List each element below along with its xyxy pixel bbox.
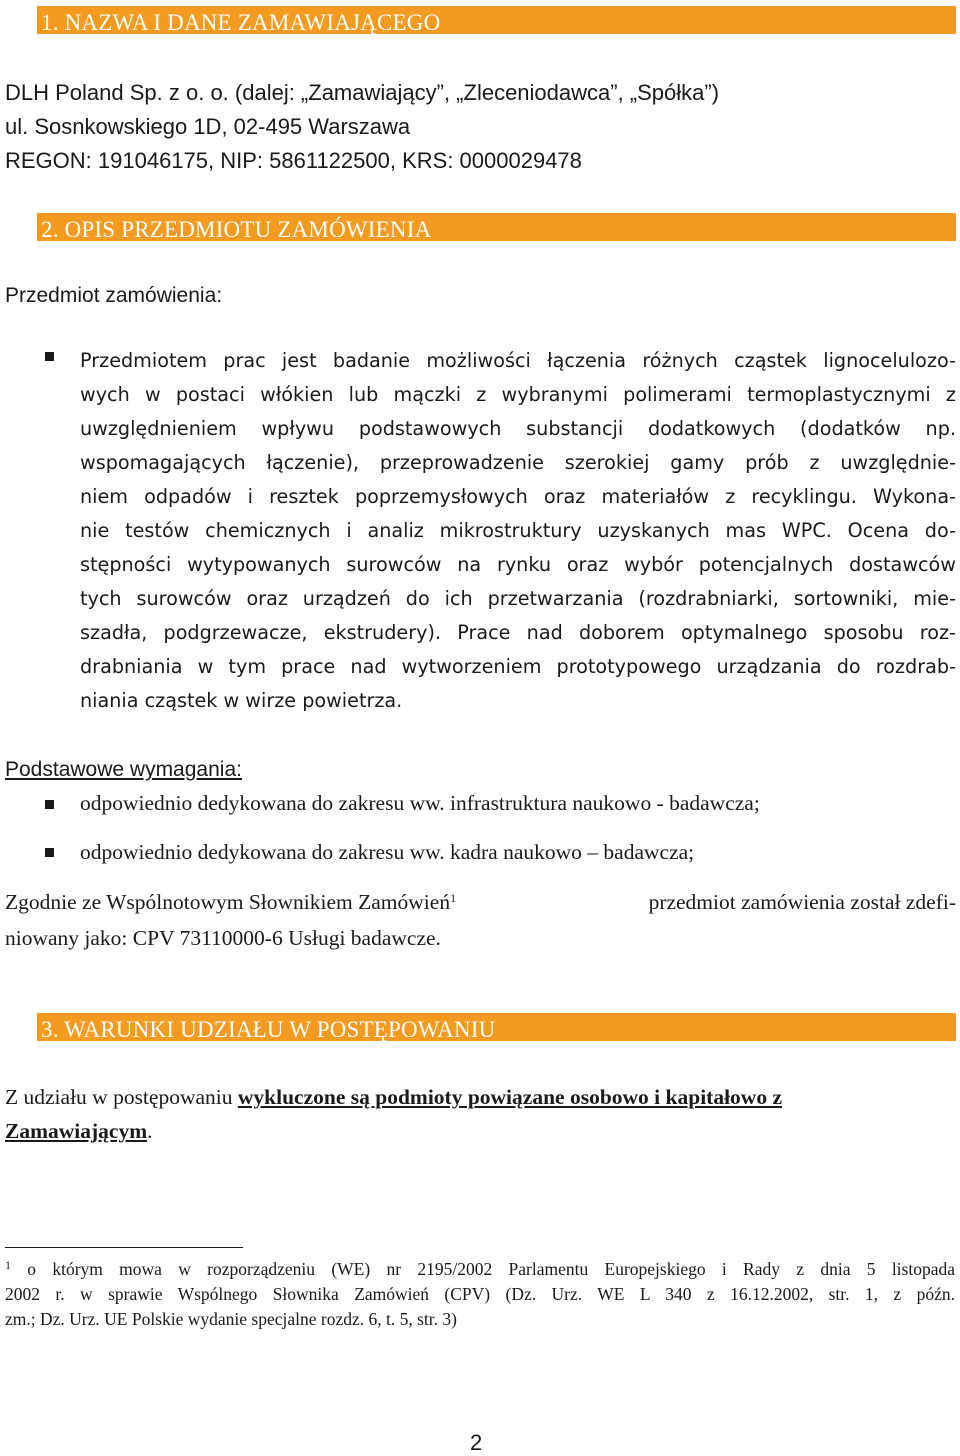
company-name-line: DLH Poland Sp. z o. o. (dalej: „Zamawiający”, „Zleceniodawca”, „Spółka”) — [5, 80, 720, 105]
conditions-period: . — [147, 1119, 153, 1143]
requirement-bullet-icon — [45, 800, 54, 809]
requirements-label: Podstawowe wymagania: — [5, 758, 242, 781]
footnote-mark: 1 — [5, 1258, 11, 1272]
cpv-line-1 — [5, 884, 956, 920]
conditions-line-1 — [5, 1080, 956, 1114]
subject-description — [80, 344, 956, 718]
description-line: stępności wytypowanych surowców na rynku oraz wybór potencjalnych dostawców — [80, 553, 956, 576]
cpv-text-before: Zgodnie ze Wspólnotowym Słownikiem Zamówień — [5, 890, 451, 914]
footnote-line — [5, 1257, 955, 1282]
section-3-heading: 3. WARUNKI UDZIAŁU W POSTĘPOWANIU — [41, 1017, 496, 1042]
description-line: tych surowców oraz urządzeń do ich przetwarzania (rozdrabniarki, sortowniki, mie- — [80, 587, 956, 610]
section-1-heading-band — [37, 6, 956, 34]
section-3-heading-band — [37, 1013, 956, 1041]
cpv-statement — [5, 884, 956, 956]
description-line: drabniania w tym prace nad wytworzeniem prototypowego urządzania do rozdrab- — [80, 655, 956, 678]
description-line: uwzględnieniem wpływu podstawowych substancji dodatkowych (dodatków np. — [80, 417, 956, 440]
footnote-line-text: o którym mowa w rozporządzeniu (WE) nr 2195/2002 Parlamentu Europejskiego i Rady z dnia 5 listopada — [11, 1259, 955, 1279]
conditions-line-2 — [5, 1114, 956, 1148]
description-line: niania cząstek w wirze powietrza. — [80, 689, 403, 712]
cpv-text-start — [5, 884, 456, 920]
description-line: wspomagających łączenie), przeprowadzenie szerokiej gamy prób z uwzględnie- — [80, 451, 956, 474]
footnote-separator — [5, 1247, 243, 1248]
company-address-line: ul. Sosnkowskiego 1D, 02-495 Warszawa — [5, 114, 411, 139]
footnote-line: zm.; Dz. Urz. UE Polskie wydanie specjalne rozdz. 6, t. 5, str. 3) — [5, 1309, 457, 1329]
description-line: nie testów chemicznych i analiz mikrostruktury uzyskanych mas WPC. Ocena do- — [80, 519, 956, 542]
description-bullet-icon — [45, 352, 54, 361]
conditions-intro: Z udziału w postępowaniu — [5, 1085, 238, 1109]
description-line: wych w postaci włókien lub mączki z wybranymi polimerami termoplastycznymi z — [80, 383, 956, 406]
footnote — [5, 1257, 955, 1332]
requirement-item: odpowiednio dedykowana do zakresu ww. infrastruktura naukowo - badawcza; — [80, 791, 760, 815]
description-line: Przedmiotem prac jest badanie możliwości łączenia różnych cząstek lignocelulozo- — [80, 349, 956, 372]
conditions-exclusion: wykluczone są podmioty powiązane osobowo i kapitałowo z — [237, 1085, 782, 1109]
description-line: szadła, podgrzewacze, ekstrudery). Prace nad doborem optymalnego sposobu roz- — [80, 621, 956, 644]
footnote-line: 2002 r. w sprawie Wspólnego Słownika Zamówień (CPV) (Dz. Urz. WE L 340 z 16.12.2002, str. 1, z późn. — [5, 1284, 955, 1304]
requirement-item: odpowiednio dedykowana do zakresu ww. kadra naukowo – badawcza; — [80, 840, 695, 864]
cpv-text-after: przedmiot zamówienia został zdefi- — [648, 890, 956, 914]
cpv-line-2: niowany jako: CPV 73110000-6 Usługi badawcze. — [5, 926, 441, 950]
conditions-exclusion-end: Zamawiającym — [5, 1119, 148, 1143]
subject-label: Przedmiot zamówienia: — [5, 284, 223, 307]
description-line: niem odpadów i resztek poprzemysłowych oraz materiałów z recyklingu. Wykona- — [80, 485, 956, 508]
section-1-heading: 1. NAZWA I DANE ZAMAWIAJĄCEGO — [41, 10, 441, 35]
section-2-heading-band — [37, 213, 956, 241]
participation-conditions — [5, 1080, 956, 1148]
footnote-ref-mark: 1 — [450, 891, 457, 905]
requirement-bullet-icon — [45, 848, 54, 857]
page-number: 2 — [470, 1430, 483, 1455]
company-registry-line: REGON: 191046175, NIP: 5861122500, KRS: 0000029478 — [5, 148, 582, 173]
section-2-heading: 2. OPIS PRZEDMIOTU ZAMÓWIENIA — [41, 217, 432, 242]
